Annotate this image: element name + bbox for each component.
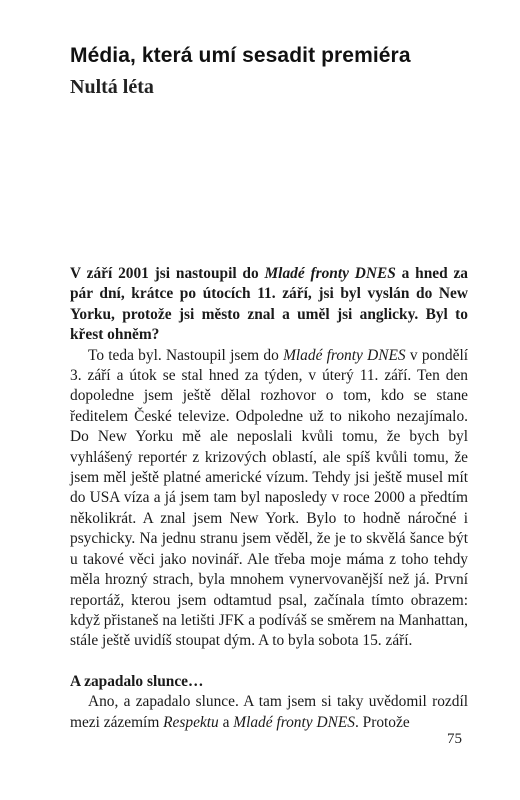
answer-paragraph xyxy=(70,692,468,733)
text-run: . Protože xyxy=(354,713,410,731)
text-run: Ano, a zapadalo slunce. A tam jsem si taky uvědomil rozdíl mezi zázemím xyxy=(70,693,468,731)
answer-paragraph xyxy=(70,346,468,652)
question-paragraph xyxy=(70,264,468,346)
publication-name: Mladé fronty DNES xyxy=(264,265,396,282)
text-run: a xyxy=(218,713,234,731)
text-run: V září 2001 jsi nastoupil do xyxy=(70,265,265,282)
publication-name: Mladé fronty DNES xyxy=(283,346,406,364)
body-text xyxy=(70,264,468,733)
chapter-title: Média, která umí sesadit premiéra xyxy=(70,44,411,67)
page-number: 75 xyxy=(447,731,462,747)
text-run: v pondělí 3. září a útok se stal hned za týden, v úterý 11. září. Ten den dopoledne jsem ještě dělal rozhovor o tom, kdo se stane ředitelem České televize. Odpoledne už to nikoho nezajímalo. Do New Yorku mě ale neposlali kvůli tomu, že bych byl vyhlášený reportér z krizových oblastí, ale spíš kvůli tomu, že jsem měl ještě platné americké vízum. Tehdy jsi ještě musel mít do USA víza a já jsem tam byl naposledy v roce 2000 a předtím několikrát. A znal jsem New York. Bylo to hodně náročné i psychicky. Na jednu stranu jsem věděl, že je to skvělá šance být u takové věci jako novinář. Ale třeba moje máma z toho tehdy měla hrozný strach, byla mnohem vynervovanější než já. První reportáž, kterou jsem odtamtud psal, začínala tímto obrazem: když přistaneš na letišti JFK a podíváš se směrem na Manhattan, stále ještě uvidíš stoupat dým. A to byla sobota 15. září. xyxy=(70,346,468,650)
publication-name: Respektu xyxy=(163,713,219,731)
text-run: To teda byl. Nastoupil jsem do xyxy=(88,346,284,364)
text-run: a hned za pár dní, krátce po útocích 11. září, jsi byl vyslán do New Yorku, protože jsi město znal a uměl jsi anglicky. Byl to křest ohněm? xyxy=(70,265,469,344)
publication-name: Mladé fronty DNES xyxy=(233,713,355,731)
question-paragraph: A zapadalo slunce… xyxy=(70,672,204,690)
chapter-subtitle: Nultá léta xyxy=(70,76,154,98)
